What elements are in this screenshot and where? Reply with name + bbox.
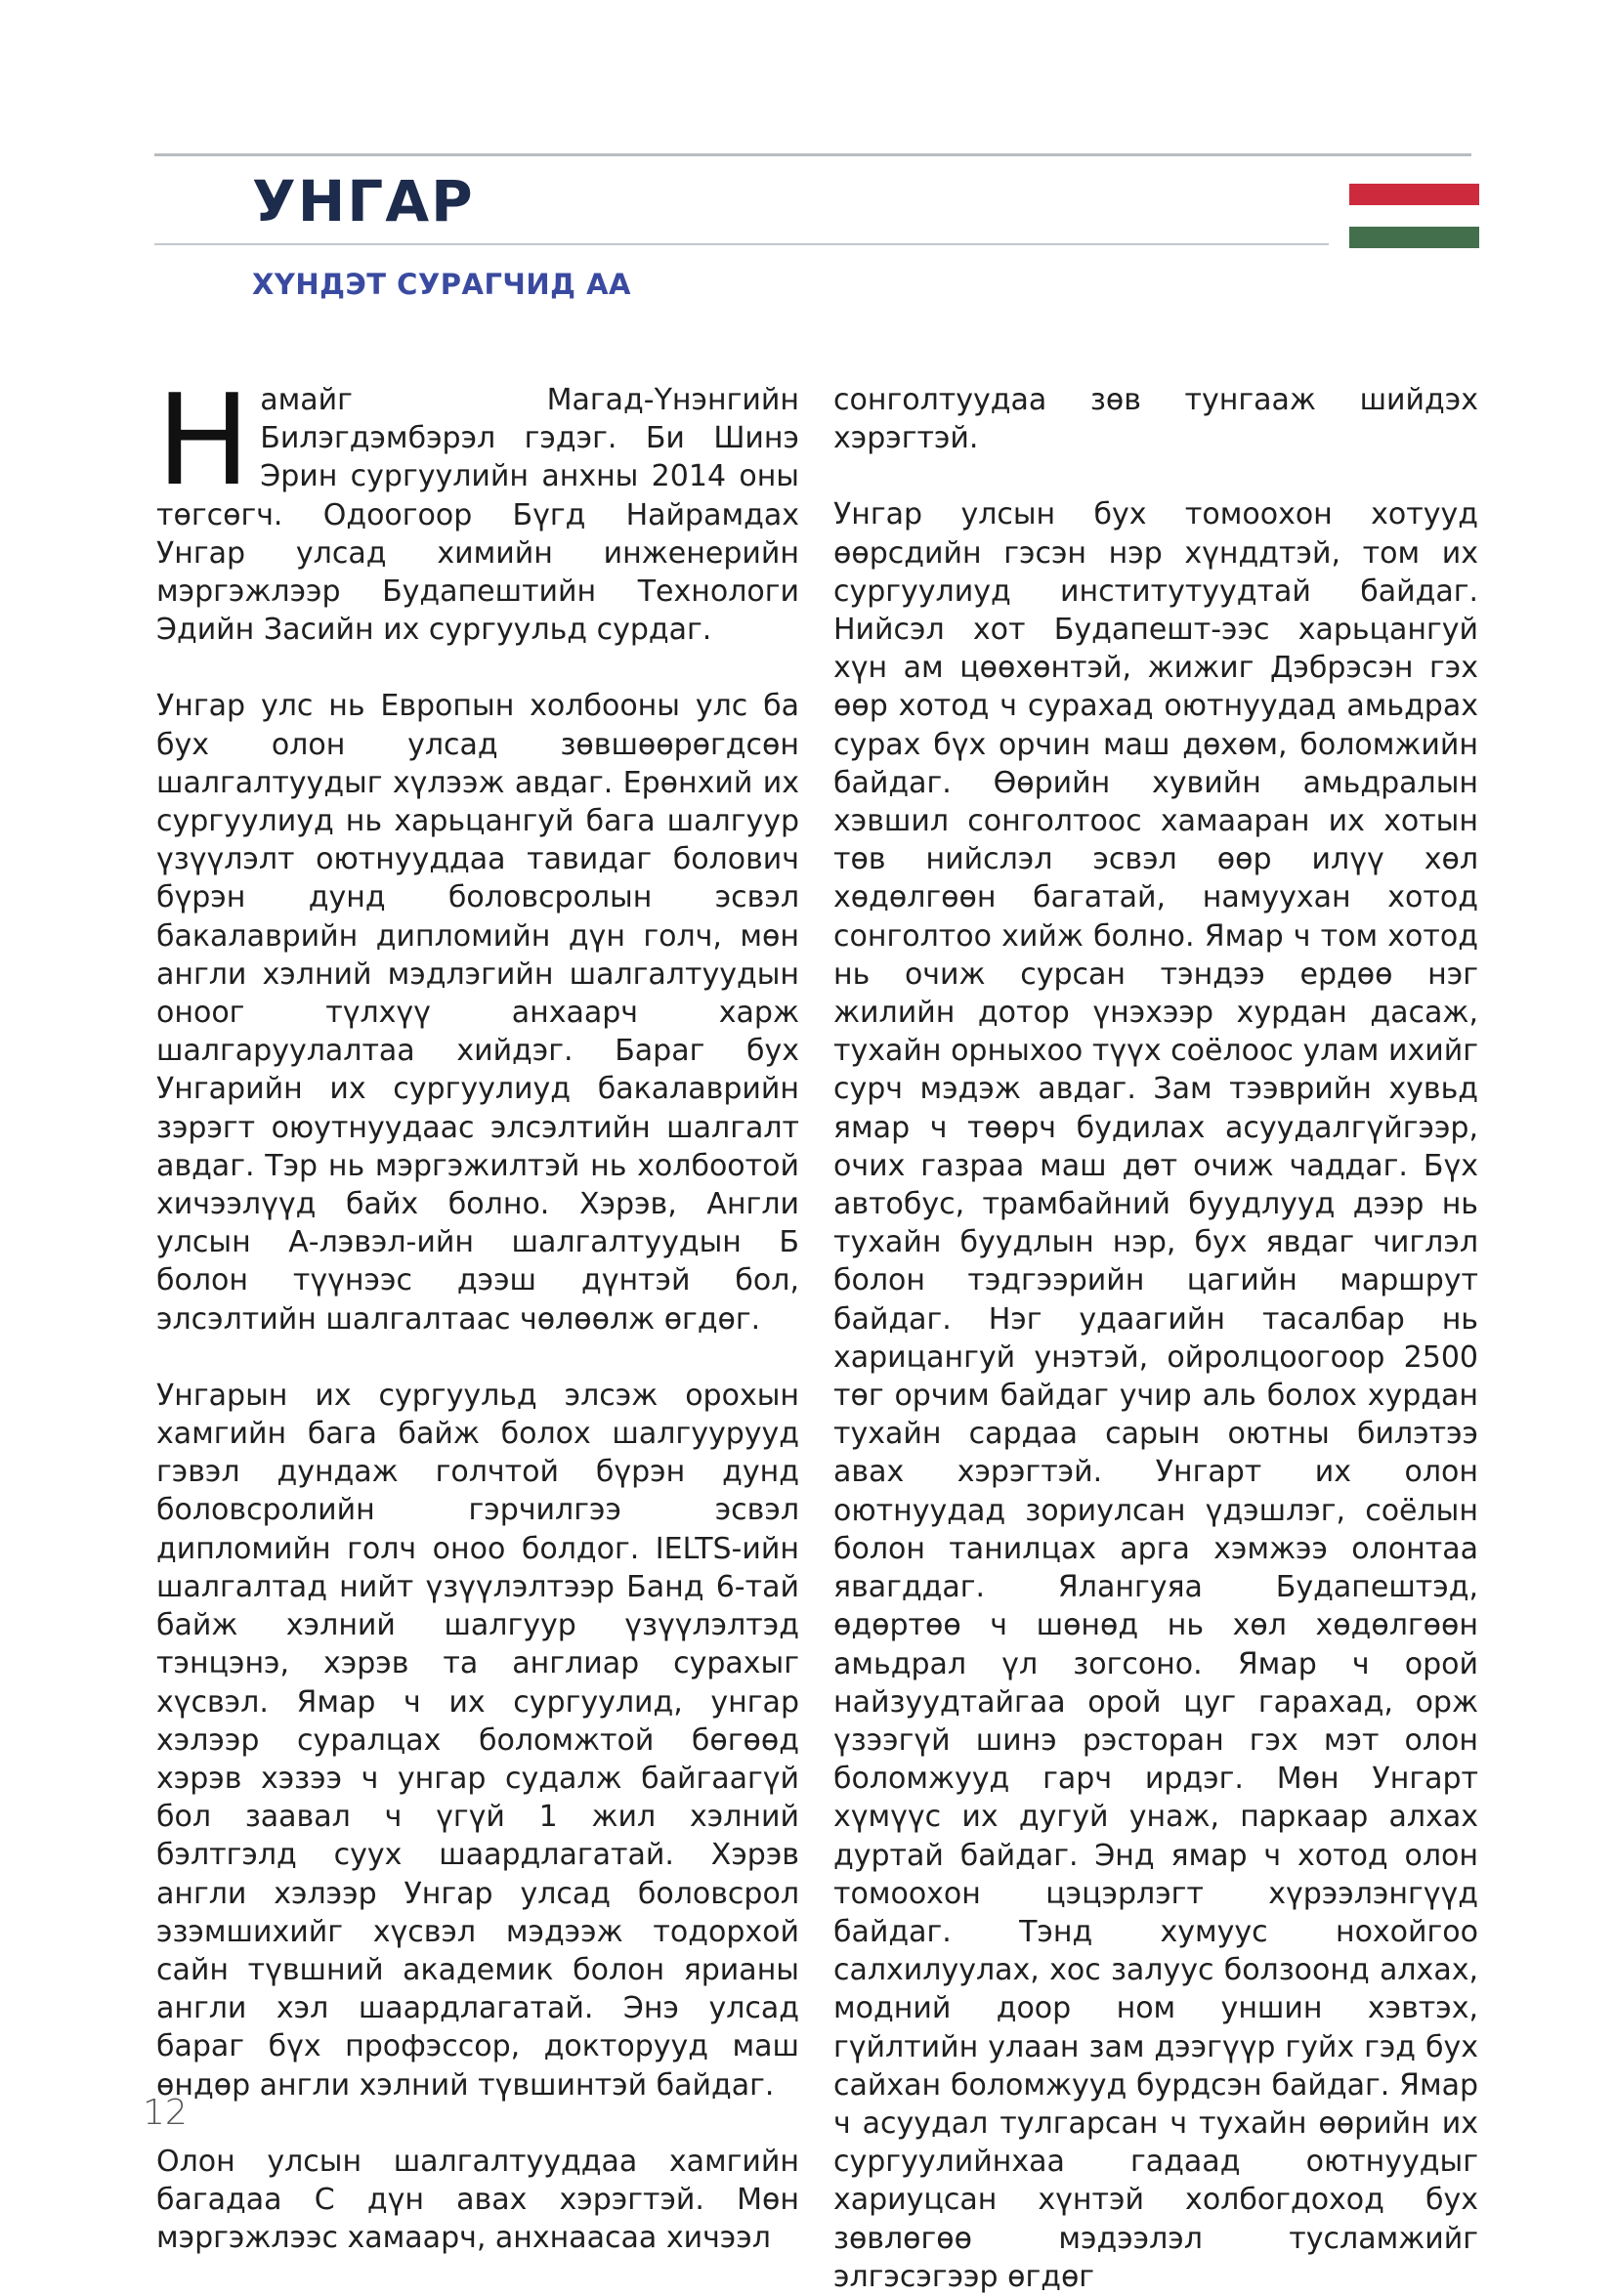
paragraph (156, 368, 799, 649)
paragraph: Унгарын их сургуульд элсэж орохын хамгийн бага байж болох шалгуурууд гэвэл дундаж голчтой бүрэн дунд боловсролийн гэрчилгээ эсвэл дипломийн голч оноо болдог. IELTS-ийн шалгалтад нийт үзүүлэлтээр Банд 6-тай байж хэлний шалгуур үзүүлэлтэд тэнцэнэ, хэрэв та англиар сурахыг хүсвэл. Ямар ч их сургуулид, унгар хэлээр суралцах боломжтой бөгөөд хэрэв хэзээ ч унгар судалж байгаагүй бол заавал ч үгүй 1 жил хэлний бэлтгэлд суух шаардлагатай. Хэрэв англи хэлээр Унгар улсад боловсрол эзэмшихийг хүсвэл мэдээж тодорхой сайн түвшний академик болон ярианы англи хэл шаардлагатай. Энэ улсад бараг бүх профэссор, докторууд маш өндөр англи хэлний түвшинтэй байдаг. (156, 1378, 799, 2103)
flag-stripe-green (1349, 227, 1479, 248)
paragraph-text: амайг Магад-Үнэнгийн Билэгдэмбэрэл гэдэг. Би Шинэ Эрин сургуулийн анхны 2014 оны төгсөгч. Одоогоор Бүгд Найрамдах Унгар улсад химийн инженерийн мэргэжлээр Будапештийн Технологи Эдийн Засийн их сургуульд сурдаг. (156, 383, 799, 648)
page-title: УНГАР (252, 168, 475, 234)
flag-stripe-white (1349, 205, 1479, 227)
top-divider (154, 153, 1471, 156)
paragraph: Олон улсын шалгалтууддаа хамгийн багадаа С дүн авах хэрэгтэй. Мөн мэргэжлээс хамаарч, анхнаасаа хичээл (156, 2144, 799, 2256)
article-right-column (833, 381, 1478, 2296)
article-left-column (156, 368, 799, 2257)
hungary-flag-icon (1349, 184, 1479, 248)
page-number: 12 (143, 2093, 188, 2133)
page-subtitle: ХҮНДЭТ СУРАГЧИД АА (252, 268, 631, 301)
paragraph: сонголтуудаа зөв тунгааж шийдэх хэрэгтэй. (833, 383, 1478, 456)
title-divider (154, 243, 1329, 245)
paragraph: Унгар улс нь Европын холбооны улс ба бух олон улсад зөвшөөрөгдсөн шалгалтуудыг хүлээж авдаг. Ерөнхий их сургуулиуд нь харьцангуй бага шалгуур үзүүлэлт оютнууддаа тавидаг болович бүрэн дунд боловсролын эсвэл бакалаврийн дипломийн дүн голч, мөн англи хэлний мэдлэгийн шалгалтуудын оноог түлхүү анхаарч харж шалгаруулалтаа хийдэг. Бараг бух Унгарийн их сургуулиуд бакалаврийн зэрэгт оюутнуудаас элсэлтийн шалгалт авдаг. Тэр нь мэргэжилтэй нь холбоотой хичээлүүд байх болно. Хэрэв, Англи улсын А-лэвэл-ийн шалгалтуудын Б болон түүнээс дээш дүнтэй бол, элсэлтийн шалгалтаас чөлөөлж өгдөг. (156, 689, 799, 1337)
paragraph: Унгар улсын бух томоохон хотууд өөрсдийн гэсэн нэр хүнддтэй, том их сургуулиуд институтуудтай байдаг. Нийсэл хот Будапешт-ээс харьцангуй хүн ам цөөхөнтэй, жижиг Дэбрэсэн гэх өөр хотод ч сурахад оютнуудад амьдрах сурах бүх орчин маш дөхөм, боломжийн байдаг. Өөрийн хувийн амьдралын хэвшил сонголтоос хамааран их хотын төв нийслэл эсвэл өөр илүү хөл хөдөлгөөн багатай, намуухан хотод сонголтоо хийж болно. Ямар ч том хотод нь очиж сурсан тэндээ ердөө нэг жилийн дотор үнэхээр хурдан дасаж, тухайн орныхоо түүх соёлоос улам ихийг сурч мэдэж авдаг. Зам тээврийн хувьд ямар ч төөрч будилах асуудалгүйгээр, очих газраа маш дөт очиж чаддаг. Бүх автобус, трамбайний буудлууд дээр нь тухайн буудлын нэр, бух явдаг чиглэл болон тэдгээрийн цагийн маршрут байдаг. Нэг удаагийн тасалбар нь харицангуй унэтэй, ойролцоогоор 2500 төг орчим байдаг учир аль болох хурдан тухайн сардаа сарын оютны билэтээ авах хэрэгтэй. Унгарт их олон оютнуудад зориулсан үдэшлэг, соёлын болон танилцах арга хэмжээ олонтаа явагддаг. Ялангуяа Будапештэд, өдөртөө ч шөнөд нь хөл хөдөлгөөн амьдрал үл зогсоно. Ямар ч орой найзуудтайгаа орой цуг гарахад, орж үзээгүй шинэ рэсторан гэх мэт олон боломжууд гарч ирдэг. Мөн Унгарт хүмүүс их дугуй унаж, паркаар алхах дуртай байдаг. Энд ямар ч хотод олон томоохон цэцэрлэгт хүрээлэнгүүд байдаг. Тэнд хумуус нохойгоо салхилуулах, хос залуус болзоонд алхах, модний доор ном уншин хэвтэх, гүйлтийн улаан зам дээгүүр гуйх гэд бух сайхан боломжууд бурдсэн байдаг. Ямар ч асуудал тулгарсан ч тухайн өөрийн их сургуулийнхаа гадаад оютнуудыг хариуцсан хүнтэй холбогдоход бух зөвлөгөө мэдээлэл тусламжийг элгэсэгээр өгдөг (833, 497, 1478, 2294)
drop-cap: Н (156, 368, 251, 514)
flag-stripe-red (1349, 184, 1479, 205)
